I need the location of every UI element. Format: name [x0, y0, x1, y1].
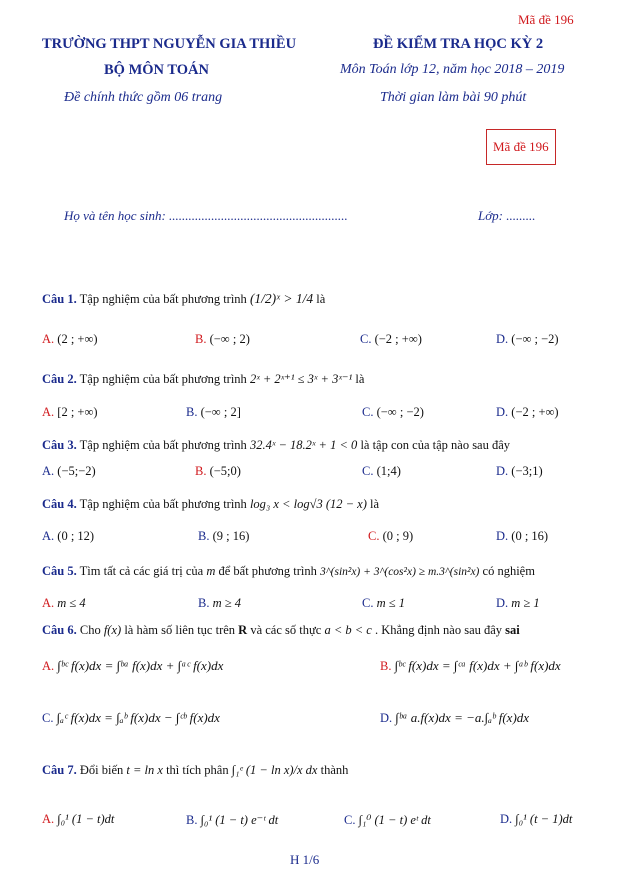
option-c[interactable]: C. (1;4)	[362, 464, 401, 478]
question-text-3: và các số thực	[250, 623, 322, 637]
question-2	[42, 371, 364, 387]
class-field: Lớp: .........	[478, 208, 536, 223]
question-tail: là tập con của tập nào sau đây	[360, 438, 511, 452]
question-tail: thành	[320, 763, 349, 777]
question-text-4: . Khẳng định nào sau đây	[374, 623, 503, 637]
question-tail: là	[316, 292, 326, 306]
question-3	[42, 438, 510, 453]
question-tail: có nghiệm	[482, 564, 535, 578]
question-math-2: ∫₁ᵉ (1 − ln x)/x dx	[231, 763, 318, 777]
option-c[interactable]: C. (−∞ ; −2)	[362, 405, 424, 419]
option-a[interactable]: A. (0 ; 12)	[42, 529, 95, 543]
department: BỘ MÔN TOÁN	[104, 62, 210, 78]
question-label: Câu 7.	[42, 763, 77, 777]
option-d[interactable]: D. ∫ᵇᵃ a.f(x)dx = −a.∫ₐᵇ f(x)dx	[380, 710, 530, 725]
time-limit: Thời gian làm bài 90 phút	[380, 90, 527, 105]
option-c[interactable]: C. (0 ; 9)	[368, 529, 414, 543]
option-b[interactable]: B. m ≥ 4	[198, 596, 241, 610]
question-tail: là	[370, 497, 380, 511]
question-text: Cho	[79, 623, 101, 637]
option-c[interactable]: C. (−2 ; +∞)	[360, 332, 422, 346]
option-d[interactable]: D. (−∞ ; −2)	[496, 332, 559, 346]
option-d[interactable]: D. (−3;1)	[496, 464, 543, 478]
option-b[interactable]: B. ∫ᵇᶜ f(x)dx = ∫ᶜᵃ f(x)dx + ∫ᵃᵇ f(x)dx	[380, 658, 561, 673]
question-math-2: a < b < c	[324, 623, 372, 637]
question-label: Câu 4.	[42, 497, 77, 511]
exam-title: ĐỀ KIỂM TRA HỌC KỲ 2	[373, 36, 544, 52]
question-7	[42, 763, 348, 778]
question-math: f(x)	[103, 623, 122, 637]
option-b[interactable]: B. (−∞ ; 2)	[195, 332, 250, 346]
option-d[interactable]: D. (−2 ; +∞)	[496, 405, 559, 419]
question-label: Câu 2.	[42, 372, 77, 386]
question-label: Câu 1.	[42, 292, 77, 306]
school-name: TRƯỜNG THPT NGUYỄN GIA THIỀU	[42, 36, 297, 52]
official-note: Đề chính thức gồm 06 trang	[64, 90, 223, 105]
exam-code-box: Mã đề 196	[486, 129, 556, 165]
option-d[interactable]: D. m ≥ 1	[496, 596, 540, 610]
option-c[interactable]: C. ∫ₐᶜ f(x)dx = ∫ₐᵇ f(x)dx − ∫ᶜᵇ f(x)dx	[42, 710, 220, 725]
question-math: log₃ x < log√3 (12 − x)	[249, 497, 367, 511]
question-math: (1/2)ˣ > 1/4	[249, 291, 314, 306]
option-d[interactable]: D. (0 ; 16)	[496, 529, 549, 543]
option-b[interactable]: B. (−∞ ; 2]	[186, 405, 241, 419]
question-text: Đổi biến	[79, 763, 124, 777]
question-tail: là	[355, 372, 365, 386]
option-b[interactable]: B. ∫₀¹ (1 − t) e⁻ᵗ dt	[186, 813, 279, 827]
page-number: H 1/6	[290, 852, 320, 867]
option-a[interactable]: A. ∫₀¹ (1 − t)dt	[42, 812, 115, 826]
option-a[interactable]: A. m ≤ 4	[42, 596, 86, 610]
question-text: Tập nghiệm của bất phương trình	[79, 438, 247, 452]
subject-line: Môn Toán lớp 12, năm học 2018 – 2019	[340, 62, 565, 77]
question-text-2: là hàm số liên tục trên	[124, 623, 236, 637]
question-5	[42, 564, 535, 579]
exam-code-top: Mã đề 196	[518, 12, 574, 27]
option-a[interactable]: A. (−5;−2)	[42, 464, 96, 478]
option-a[interactable]: A. ∫ᵇᶜ f(x)dx = ∫ᵇᵃ f(x)dx + ∫ᵃᶜ f(x)dx	[42, 658, 224, 673]
question-text-2: thì tích phân	[166, 763, 229, 777]
question-text: Tập nghiệm của bất phương trình	[79, 497, 247, 511]
option-a[interactable]: A. [2 ; +∞)	[42, 405, 98, 419]
option-b[interactable]: B. (−5;0)	[195, 464, 241, 478]
question-6	[42, 623, 520, 638]
question-math: 2ˣ + 2ˣ⁺¹ ≤ 3ˣ + 3ˣ⁻¹	[249, 372, 353, 386]
question-math: m	[206, 564, 216, 578]
question-text: Tập nghiệm của bất phương trình	[79, 372, 247, 386]
option-c[interactable]: C. m ≤ 1	[362, 596, 405, 610]
question-math-2: 3^(sin²x) + 3^(cos²x) ≥ m.3^(sin²x)	[320, 566, 480, 578]
option-b[interactable]: B. (9 ; 16)	[198, 529, 250, 543]
question-text: Tập nghiệm của bất phương trình	[79, 292, 247, 306]
real-set-symbol: R	[238, 623, 248, 637]
student-name-field: Họ và tên học sinh: .......................................................	[64, 208, 348, 223]
option-c[interactable]: C. ∫₁⁰ (1 − t) eᵗ dt	[344, 813, 431, 827]
question-math: t = ln x	[126, 763, 163, 777]
option-a[interactable]: A. (2 ; +∞)	[42, 332, 98, 346]
option-d[interactable]: D. ∫₀¹ (t − 1)dt	[500, 812, 573, 826]
keyword-false: sai	[505, 623, 520, 637]
question-label: Câu 5.	[42, 564, 77, 578]
question-text: Tìm tất cả các giá trị của	[79, 564, 204, 578]
question-4	[42, 497, 379, 512]
question-text-2: để bất phương trình	[218, 564, 317, 578]
question-label: Câu 3.	[42, 438, 77, 452]
question-label: Câu 6.	[42, 623, 77, 637]
question-1	[42, 291, 325, 307]
question-math: 32.4ˣ − 18.2ˣ + 1 < 0	[249, 438, 358, 452]
